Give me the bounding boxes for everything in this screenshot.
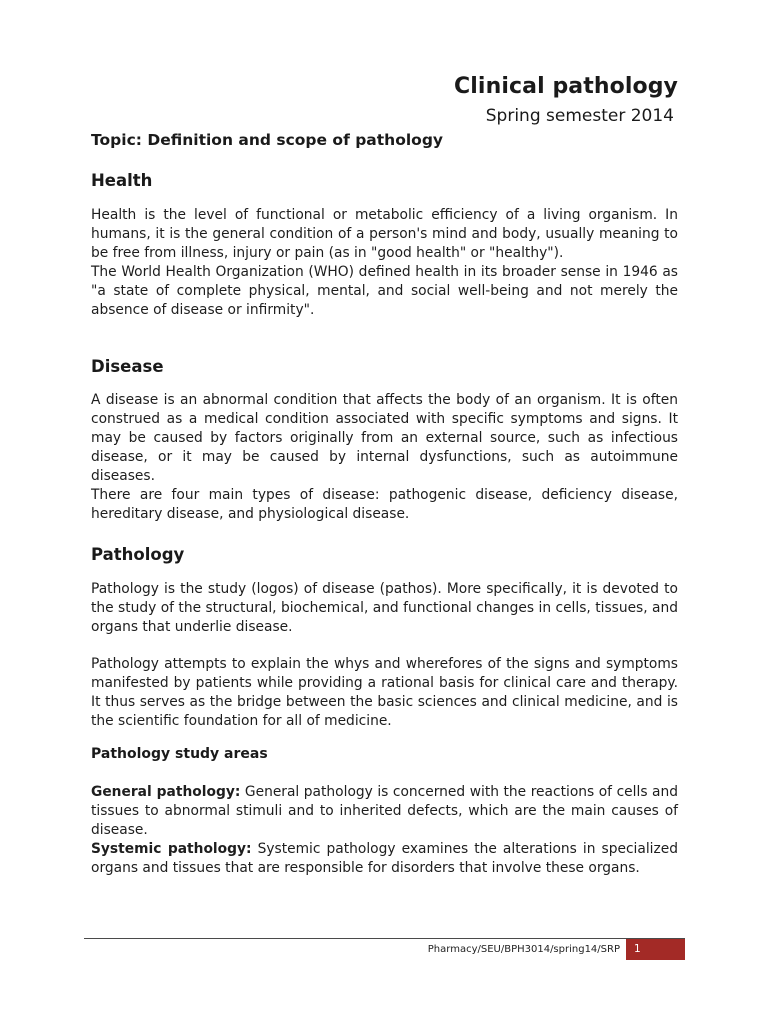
disease-paragraph — [91, 391, 678, 524]
study-areas-list — [91, 783, 678, 878]
study-area-systemic-text: Systemic pathology examines the alterations in specialized organs and tissues that are responsible for disorders that involve these organs. — [91, 841, 678, 876]
page-title: Clinical pathology — [454, 74, 678, 99]
page-number: 1 — [634, 943, 641, 955]
study-area-general-text: General pathology is concerned with the reactions of cells and tissues to abnormal stimuli and to inherited defects, which are the main causes of disease. — [91, 784, 679, 838]
section-heading-health: Health — [91, 171, 153, 190]
health-paragraph-1: Health is the level of functional or metabolic efficiency of a living organism. In humans, it is the general condition of a person's mind and body, usually meaning to be free from illness, injury or pain (as in "good health" or "healthy"). — [91, 207, 678, 261]
disease-paragraph-2: There are four main types of disease: pathogenic disease, deficiency disease, hereditary disease, and physiological disease. — [91, 487, 678, 522]
pathology-paragraph-1: Pathology is the study (logos) of disease (pathos). More specifically, it is devoted to the study of the structural, biochemical, and functional changes in cells, tissues, and organs that underlie disease. — [91, 581, 678, 635]
topic-heading: Topic: Definition and scope of pathology — [91, 131, 444, 149]
page-subtitle: Spring semester 2014 — [485, 106, 674, 126]
footer-course-code: Pharmacy/SEU/BPH3014/spring14/SRP — [427, 944, 620, 955]
page-number-badge — [626, 939, 685, 960]
study-area-general-term: General pathology: — [91, 784, 241, 800]
health-paragraph-2: The World Health Organization (WHO) defined health in its broader sense in 1946 as "a state of complete physical, mental, and social well-being and not merely the absence of disease or infirmity". — [91, 264, 678, 318]
footer-divider — [84, 938, 685, 939]
pathology-paragraph-2: Pathology attempts to explain the whys and wherefores of the signs and symptoms manifested by patients while providing a rational basis for clinical care and therapy. It thus serves as the bridge between the basic sciences and clinical medicine, and is the scientific foundation for all of medicine. — [91, 656, 678, 729]
study-area-systemic-term: Systemic pathology: — [91, 841, 252, 857]
health-paragraph — [91, 206, 678, 320]
disease-paragraph-1: A disease is an abnormal condition that affects the body of an organism. It is often construed as a medical condition associated with specific symptoms and signs. It may be caused by factors originally from an external source, such as infectious disease, or it may be caused by internal dysfunctions, such as autoimmune diseases. — [91, 392, 678, 484]
study-areas-heading: Pathology study areas — [91, 746, 268, 762]
study-area-systemic — [91, 840, 678, 878]
section-heading-pathology: Pathology — [91, 545, 185, 564]
study-area-general — [91, 783, 678, 840]
section-heading-disease: Disease — [91, 357, 164, 376]
